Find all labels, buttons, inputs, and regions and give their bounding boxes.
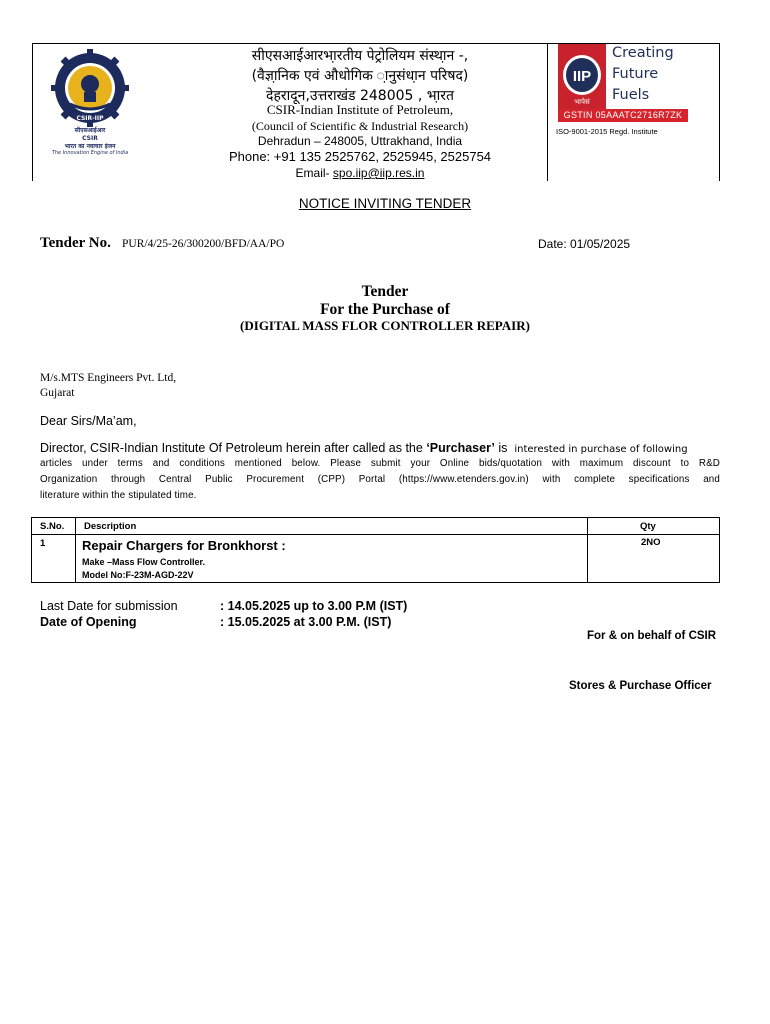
body-line-2: articles under terms and conditions mentioned below. Please submit your Online bids/quotation with maximum discount to R&D <box>40 458 720 469</box>
notice-title: NOTICE INVITING TENDER <box>298 196 472 211</box>
body-line-3: Organization through Central Public Procurement (CPP) Portal (https://www.etenders.gov.in) with complete specifications and <box>40 474 720 485</box>
iip-tagline-3: Fuels <box>612 87 650 103</box>
submission-value: : 14.05.2025 up to 3.00 P.M (IST) <box>220 599 408 613</box>
header-hindi-line-3: देहरादून,उत्तराखंड 248005 , भा़रत <box>266 88 454 104</box>
iip-hindi: भापेसं <box>574 98 590 106</box>
title-line-1: Tender <box>361 283 409 300</box>
table-col-divider-1 <box>75 517 76 583</box>
body-is: is <box>498 441 508 455</box>
header-institute-name: CSIR-Indian Institute of Petroleum, <box>266 102 454 117</box>
address-line-1: M/s.MTS Engineers Pvt. Ltd, <box>40 372 177 384</box>
iip-tagline-1: Creating <box>612 45 674 61</box>
body-start: Director, CSIR-Indian Institute Of Petroleum herein after called as the <box>40 441 423 455</box>
header-hindi-line-1: सीएसआईआरभा़रतीय पेट्रोलियम संस्था़न -, <box>251 48 469 64</box>
submission-label: Last Date for submission <box>40 599 178 613</box>
header-phone: Phone: +91 135 2525762, 2525945, 2525754 <box>228 149 492 164</box>
iip-logo <box>558 44 606 110</box>
table-header-qty: Qty <box>640 521 656 532</box>
table-row-sno: 1 <box>40 538 46 549</box>
csir-tagline: The Innovation Engine of India <box>51 150 129 156</box>
gstin-badge: GSTIN 05AAATC2716R7ZK <box>558 109 688 122</box>
body-rest-1: interested in purchase of following <box>514 444 688 455</box>
table-header-sno: S.No. <box>40 521 65 532</box>
body-line-1 <box>40 441 688 455</box>
address-line-2: Gujarat <box>40 387 75 399</box>
iip-letters: IIP <box>572 68 592 85</box>
title-line-3: (DIGITAL MASS FLOR CONTROLLER REPAIR) <box>240 318 530 333</box>
tender-no-value: PUR/4/25-26/300200/BFD/AA/PO <box>122 238 285 250</box>
csir-acronym: CSIR <box>82 135 98 142</box>
body-purchaser: ‘Purchaser’ <box>426 441 495 455</box>
title-line-2: For the Purchase of <box>320 301 450 318</box>
header-hindi-line-2: (वैज्ञा़निक एवं औधोगिक ा़नुसंधा़न परिषद) <box>251 68 469 84</box>
tender-no-label: Tender No. <box>40 235 111 251</box>
header-top-border <box>32 43 720 44</box>
header-email <box>180 166 540 180</box>
table-row-description: Repair Chargers for Bronkhorst : <box>82 538 286 553</box>
iso-text: ISO-9001-2015 Regd. Institute <box>556 127 658 136</box>
csir-logo-ring-text: CSIR-IIP <box>76 115 104 122</box>
csir-hindi-name: सीएसआईआर <box>74 127 106 134</box>
body-line-4: literature within the stipulated time. <box>40 490 197 501</box>
table-row-model: Model No:F-23M-AGD-22V <box>82 570 194 580</box>
iip-tagline-2: Future <box>612 66 659 82</box>
header-right-divider <box>547 43 548 181</box>
csir-logo <box>40 48 140 138</box>
opening-label: Date of Opening <box>40 615 137 629</box>
table-header-description: Description <box>84 521 137 532</box>
salutation: Dear Sirs/Ma’am, <box>40 414 137 428</box>
header-council: (Council of Scientific & Industrial Research) <box>251 119 469 133</box>
table-row-qty: 2NO <box>641 537 661 548</box>
email-label: Email- <box>295 166 330 180</box>
tender-date: Date: 01/05/2025 <box>538 237 631 251</box>
table-header-divider <box>31 534 720 535</box>
table-col-divider-2 <box>587 517 588 583</box>
header-left-border <box>32 43 33 181</box>
table-row-make: Make –Mass Flow Controller. <box>82 557 206 567</box>
csir-hindi-tagline: भारत का नवाचार इंजन <box>64 143 116 150</box>
header-far-right-border <box>719 43 720 181</box>
email-link[interactable]: spo.iip@iip.res.in <box>332 166 425 180</box>
signature-line-1: For & on behalf of CSIR <box>587 630 717 642</box>
signature-line-2: Stores & Purchase Officer <box>569 680 712 692</box>
header-address: Dehradun – 248005, Uttrakhand, India <box>257 134 463 148</box>
opening-value: : 15.05.2025 at 3.00 P.M. (IST) <box>220 615 392 629</box>
